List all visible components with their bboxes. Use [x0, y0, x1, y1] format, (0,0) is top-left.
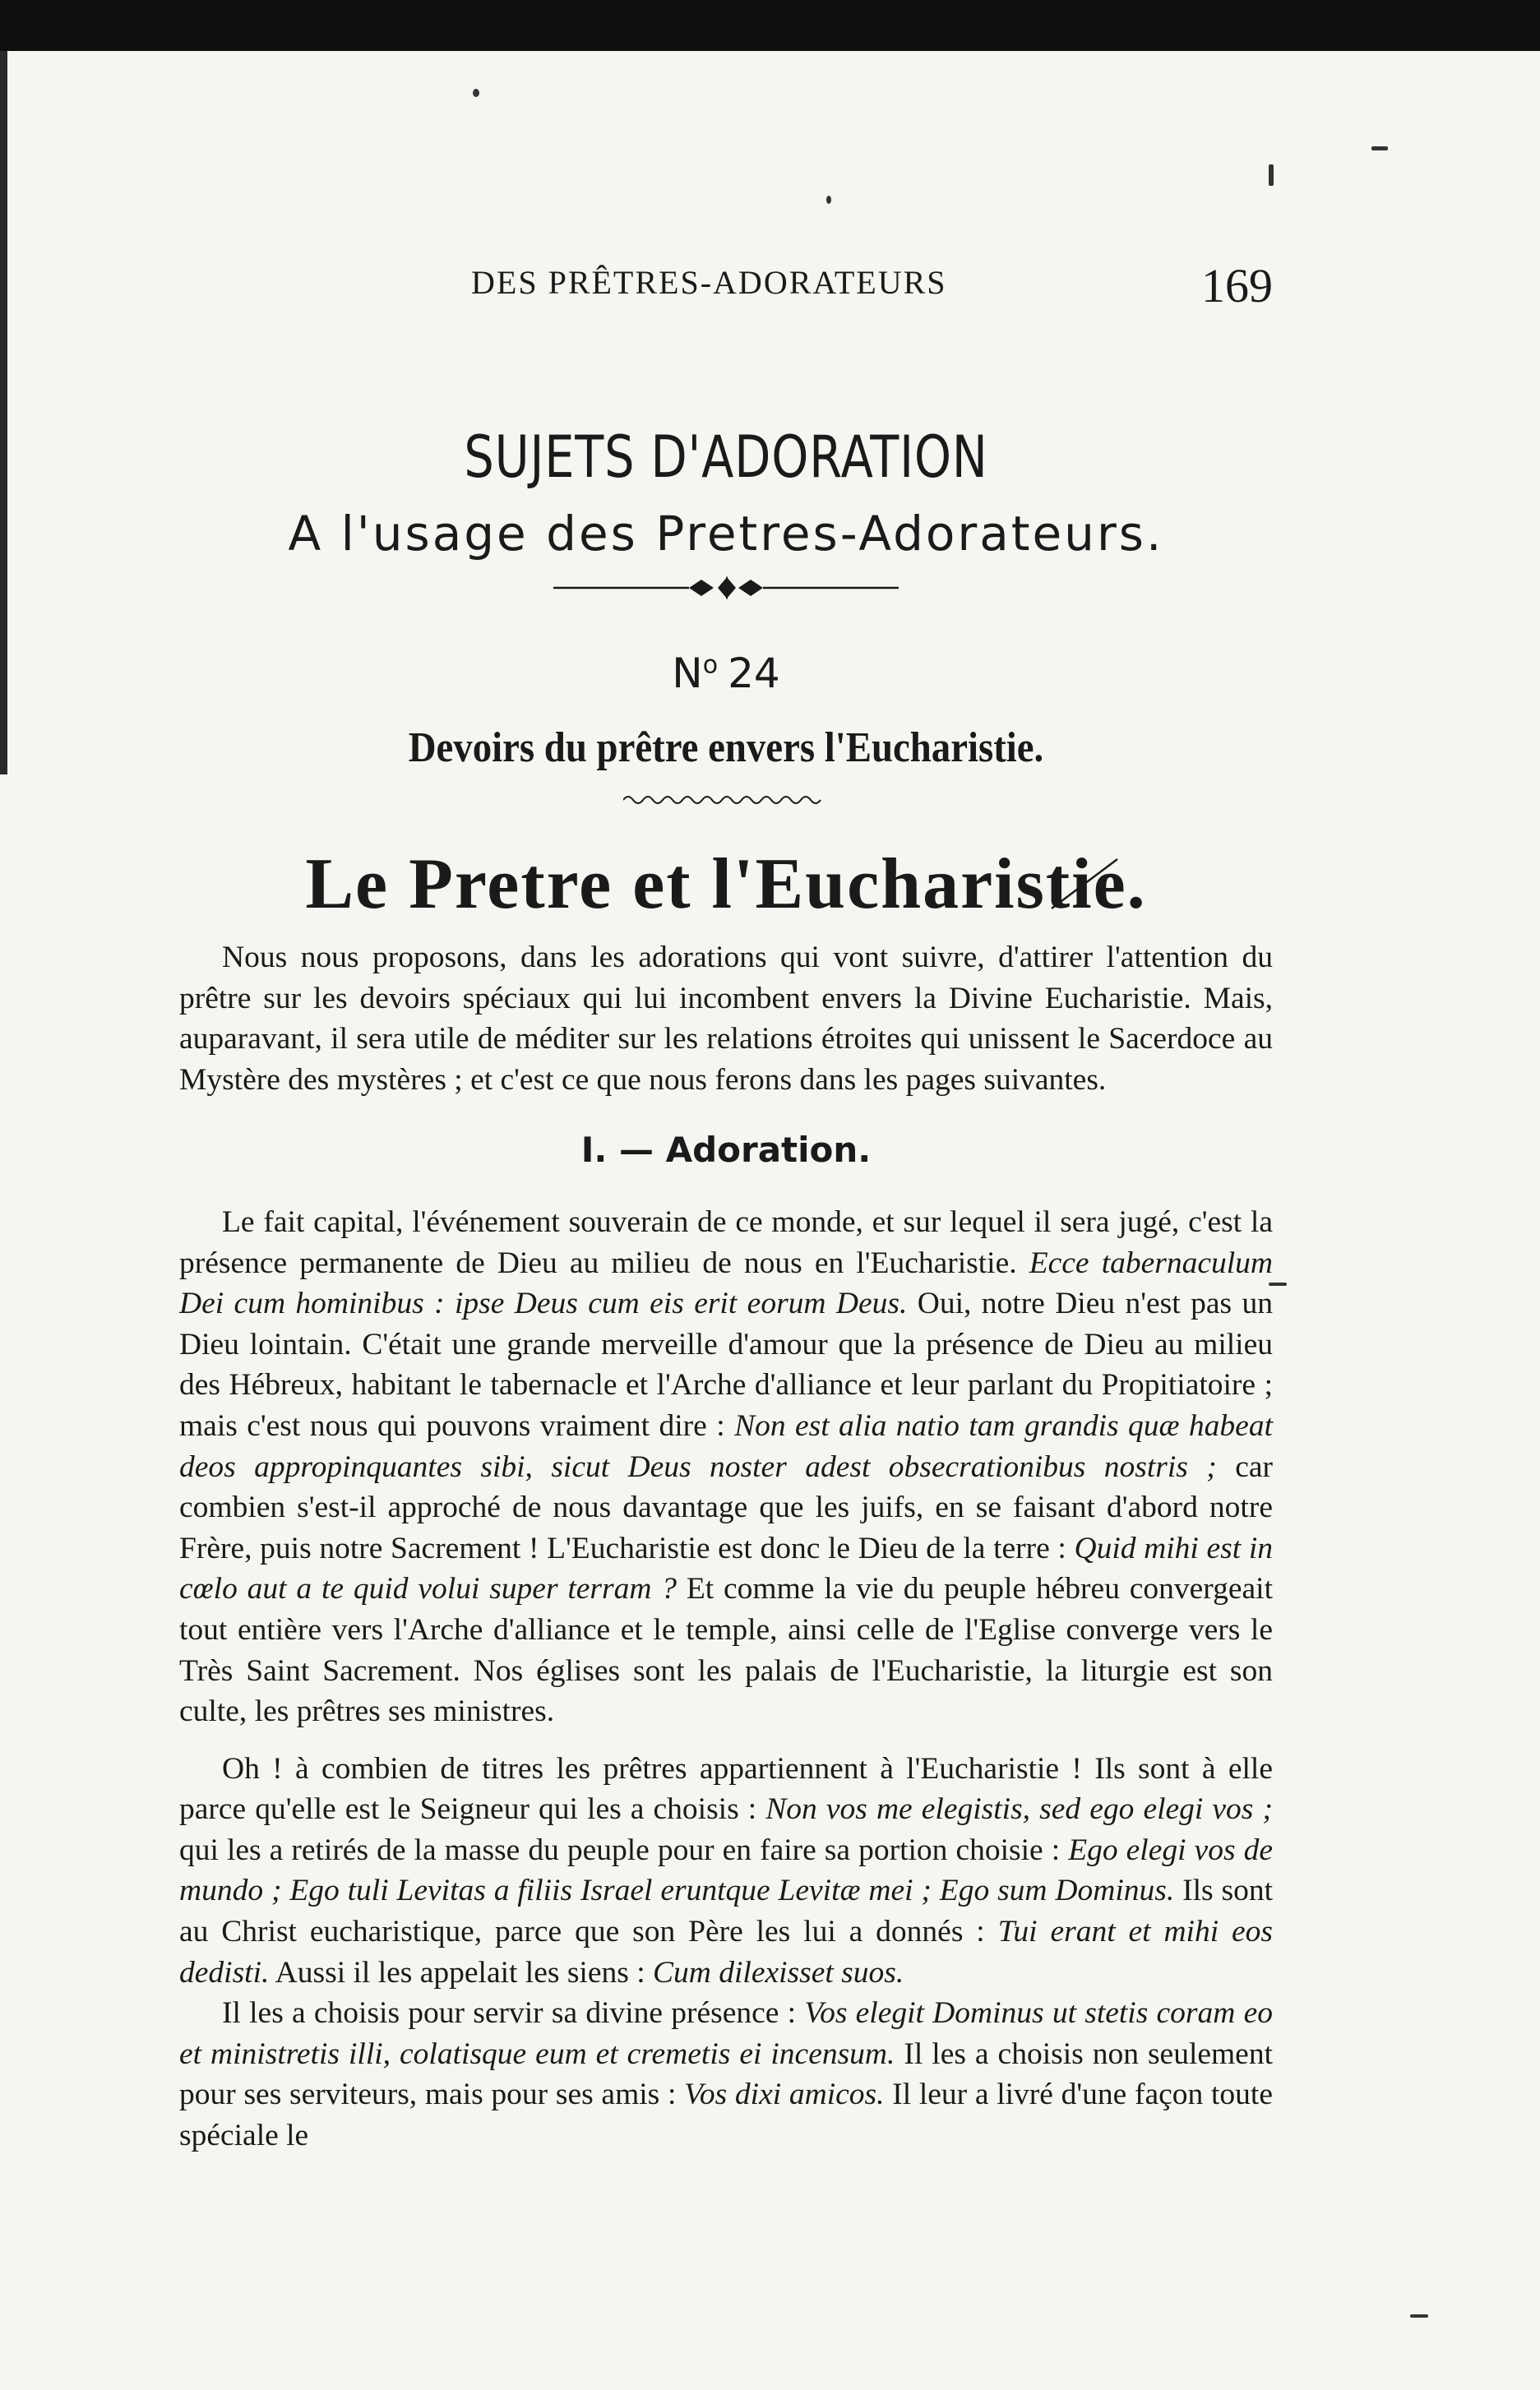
- latin-quote: Non vos me elegistis, sed ego elegi vos ;: [765, 1792, 1273, 1827]
- scan-speck: [473, 89, 479, 97]
- text-run: Oh ! à combien de titres les prêtres appartiennent à l'Eucharistie ! Ils sont à elle parce qu'elle est le Seigneur qui les a choisis :: [179, 1751, 1273, 1827]
- text-run: Le fait capital, l'événement souverain de ce monde, et sur lequel il sera jugé, c'est la présence permanente de Dieu au milieu de nous en l'Eucharistie.: [179, 1204, 1273, 1280]
- scan-speck: [1410, 2314, 1428, 2318]
- latin-quote: Ego elegi vos de mundo ; Ego tuli Levitas a filiis Israel eruntque Levitæ mei ; Ego sum Dominus.: [179, 1833, 1273, 1908]
- body-text: [179, 937, 1273, 2157]
- wavy-rule: [623, 793, 825, 807]
- page-subtitle: A l'usage des Pretres-Adorateurs.: [288, 506, 1164, 562]
- scan-speck: [1269, 164, 1274, 186]
- latin-quote: Quid mihi est in cœlo aut a te quid volui super terram ?: [179, 1531, 1274, 1606]
- ornament-divider: [553, 571, 899, 604]
- paragraph-1: [179, 1202, 1273, 1732]
- paragraph-3: [179, 1993, 1273, 2156]
- blackletter-title: Le Pretre et l'Eucharistie.: [305, 844, 1147, 924]
- pen-stroke-mark: [1047, 855, 1121, 913]
- latin-quote: Vos dixi amicos.: [684, 2078, 885, 2112]
- latin-quote: Non est alia natio tam grandis quæ habeat deos appropinquantes sibi, sicut Deus noster adest obsecrationibus nostris ;: [179, 1408, 1273, 1484]
- number-value: 24: [728, 650, 780, 697]
- scan-top-border: [0, 0, 1540, 51]
- text-run: Il les a choisis pour servir sa divine présence :: [222, 1996, 805, 2031]
- text-run: Ils sont au Christ eucharistique, parce que son Père les lui a donnés :: [179, 1874, 1274, 1949]
- text-run: Aussi il les appelait les siens :: [269, 1955, 654, 1990]
- text-run: Et comme la vie du peuple hébreu convergeait tout entière vers l'Arche d'alliance et le temple, ainsi celle de l'Eglise converge vers le Très Saint Sacrement. Nos églises sont les palais de l'Eucharistie, la liturgie est son culte, les prêtres ses ministres.: [179, 1572, 1273, 1729]
- latin-quote: Tui erant et mihi eos dedisti.: [179, 1915, 1273, 1990]
- text-run: Il les a choisis non seulement pour ses serviteurs, mais pour ses amis :: [179, 2036, 1273, 2112]
- number-prefix: N: [672, 650, 703, 697]
- paragraph-2: [179, 1749, 1273, 1994]
- latin-quote: Vos elegit Dominus ut stetis coram eo et ministretis illi, colatisque eum et cremetis ei incensum.: [179, 1996, 1273, 2071]
- running-head: [179, 259, 1273, 329]
- text-run: car combien s'est-il approché de nous davantage que les juifs, en se faisant d'abord notre Frère, puis notre Sacrement ! L'Eucharistie est donc le Dieu de la terre :: [179, 1449, 1273, 1565]
- number-superscript: o: [702, 650, 719, 680]
- intro-paragraph: Nous nous proposons, dans les adorations qui vont suivre, d'attirer l'attention du prêtre sur les devoirs spéciaux qui lui incombent envers la Divine Eucharistie. Mais, auparavant, il sera utile de méditer sur les relations étroites qui unissent le Sacerdoce au Mystère des mystères ; et c'est ce que nous ferons dans les pages suivantes.: [179, 941, 1273, 1097]
- text-run: Oui, notre Dieu n'est pas un Dieu lointain. C'était une grande merveille d'amour que la présence de Dieu au milieu des Hébreux, habitant le tabernacle et l'Arche d'alliance et leur parlant du Propitiatoire ; mais c'est nous qui pouvons vraiment dire :: [179, 1287, 1273, 1443]
- running-head-title: DES PRÊTRES-ADORATEURS: [471, 264, 947, 301]
- section-heading: Devoirs du prêtre envers l'Eucharistie.: [408, 724, 1044, 771]
- latin-quote: Cum dilexisset suos.: [653, 1955, 904, 1990]
- page-number: 169: [1201, 259, 1273, 312]
- entry-number: [179, 650, 1273, 697]
- scan-speck: [1371, 146, 1388, 150]
- latin-quote: Ecce tabernaculum Dei cum hominibus : ipse Deus cum eis erit eorum Deus.: [179, 1246, 1274, 1321]
- section-title-adoration: I. — Adoration.: [580, 1130, 872, 1171]
- scan-left-border: [0, 51, 7, 774]
- text-run: Il leur a livré d'une façon toute spéciale le: [179, 2078, 1273, 2153]
- text-run: qui les a retirés de la masse du peuple pour en faire sa portion choisie :: [179, 1833, 1069, 1867]
- page-title: SUJETS D'ADORATION: [464, 423, 988, 491]
- scan-speck: [826, 196, 831, 204]
